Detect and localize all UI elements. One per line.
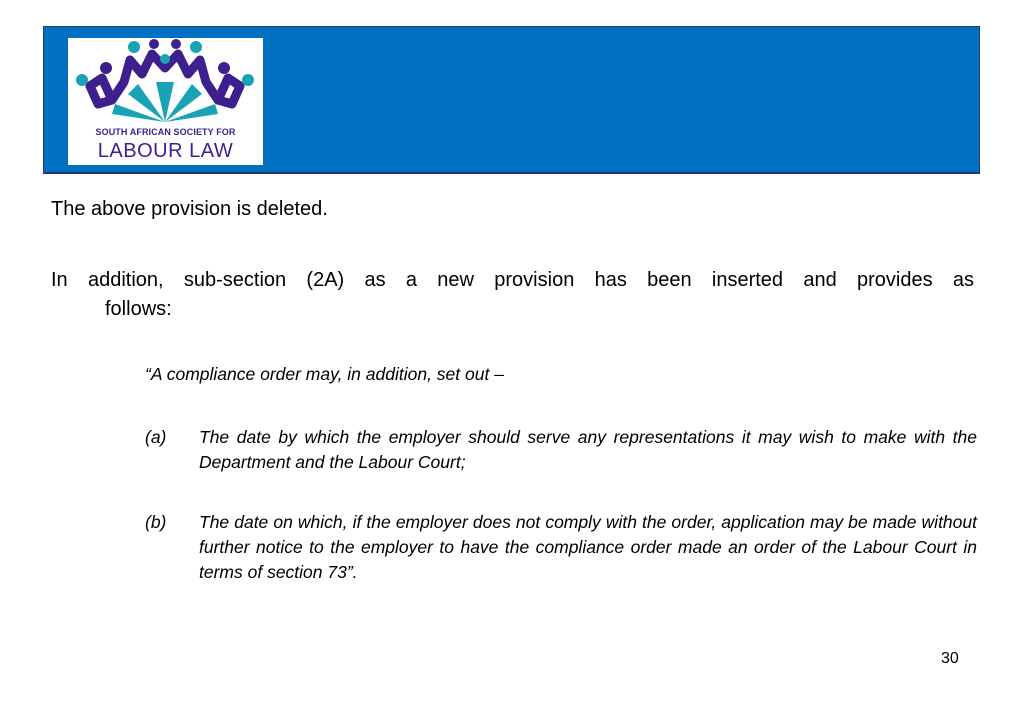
society-logo: [68, 38, 263, 165]
list-item-text: The date on which, if the employer does not comply with the order, application may be made without further notice to the employer to have the compliance order made an order of the Labour Court in terms of section 73”.: [199, 512, 977, 582]
list-item: [145, 425, 977, 477]
list-item-label: (a): [145, 427, 167, 447]
list-item-text: The date by which the employer should serve any representations it may wish to make with the Department and the Labour Court;: [199, 427, 977, 472]
paragraph-new-provision-line1: In addition, sub-section (2A) as a new provision has been inserted and provides as: [51, 269, 974, 291]
quote-intro: “A compliance order may, in addition, set out –: [145, 364, 504, 384]
list-item-label: (b): [145, 512, 167, 532]
logo-text-society: SOUTH AFRICAN SOCIETY FOR: [95, 127, 236, 137]
paragraph-new-provision: [51, 266, 974, 324]
paragraph-deleted-provision: The above provision is deleted.: [51, 198, 328, 220]
header-banner: [43, 26, 980, 174]
page-number: 30: [941, 650, 959, 667]
paragraph-new-provision-line2: follows:: [105, 298, 172, 320]
logo-text-labour-law: LABOUR LAW: [97, 140, 234, 162]
logo-emblem-icon: [68, 38, 263, 130]
list-item: [145, 510, 977, 588]
